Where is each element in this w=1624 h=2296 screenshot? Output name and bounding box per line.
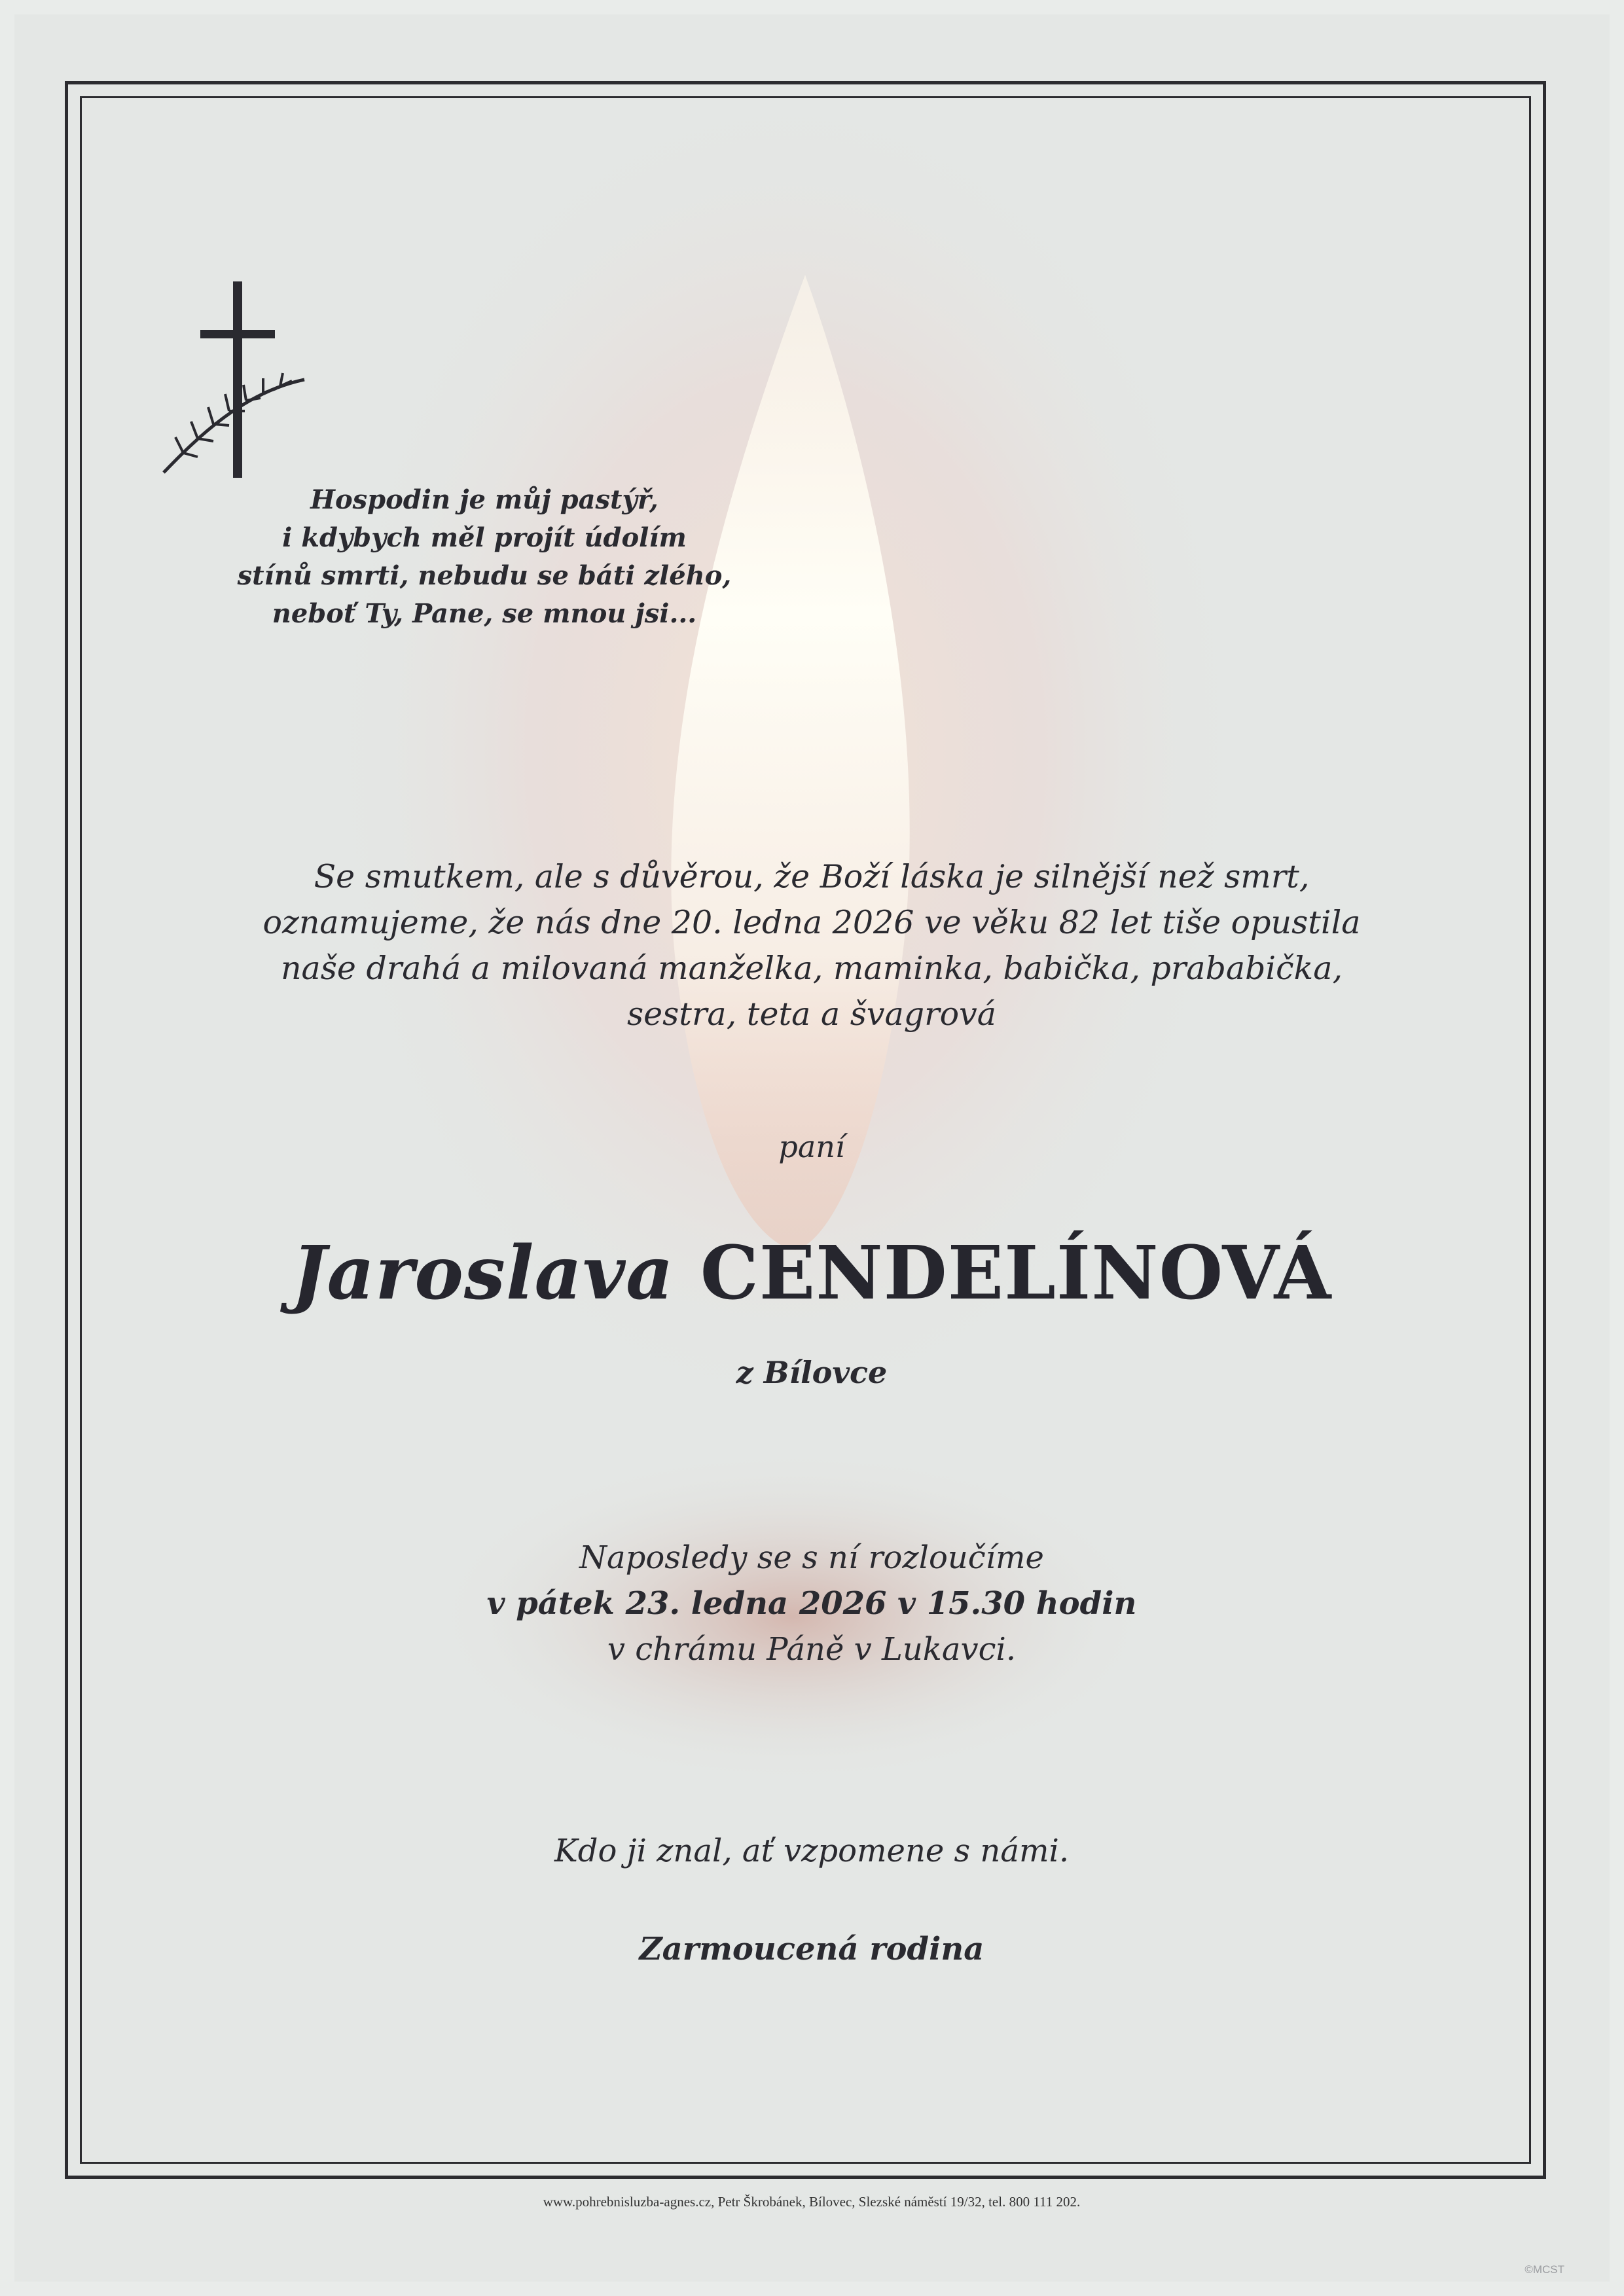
psalm-line: i kdybych měl projít údolím: [282, 522, 687, 553]
psalm-verse: [216, 481, 753, 633]
remembrance-line: Kdo ji znal, ať vzpomene s námi.: [554, 1833, 1070, 1869]
deceased-name: [223, 1230, 1401, 1316]
farewell-intro: Naposledy se s ní rozloučíme: [579, 1539, 1044, 1576]
farewell-location: v chrámu Páně v Lukavci.: [607, 1631, 1017, 1668]
family-signature: Zarmoucená rodina: [639, 1931, 984, 1967]
honorific: paní: [778, 1129, 845, 1164]
psalm-line: neboť Ty, Pane, se mnou jsi...: [272, 598, 697, 629]
surname: CENDELÍNOVÁ: [700, 1230, 1332, 1316]
announcement-line: oznamujeme, že nás dne 20. ledna 2026 ve věku 82 let tiše opustila: [262, 904, 1361, 941]
farewell-details: [353, 1535, 1270, 1672]
psalm-line: Hospodin je můj pastýř,: [310, 484, 659, 515]
first-name: Jaroslava: [291, 1230, 674, 1316]
portrait-photo: [1021, 275, 1362, 668]
farewell-datetime: v pátek 23. ledna 2026 v 15.30 hodin: [486, 1585, 1137, 1622]
announcement-line: naše drahá a milovaná manželka, maminka, babička, prababička,: [280, 950, 1343, 987]
psalm-line: stínů smrti, nebudu se báti zlého,: [237, 560, 732, 591]
announcement-line: Se smutkem, ale s důvěrou, že Boží láska je silnější než smrt,: [314, 858, 1310, 895]
announcement-text: [223, 854, 1401, 1037]
funeral-service-contact: www.pohrebnisluzba-agnes.cz, Petr Škrobánek, Bílovec, Slezské náměstí 19/32, tel. 800 111 202.: [543, 2194, 1081, 2210]
announcement-line: sestra, teta a švagrová: [627, 996, 996, 1033]
cross-with-palm-icon: [157, 281, 321, 491]
hometown: z Bílovce: [736, 1355, 888, 1390]
copyright-mark: ©MCST: [1525, 2263, 1564, 2276]
